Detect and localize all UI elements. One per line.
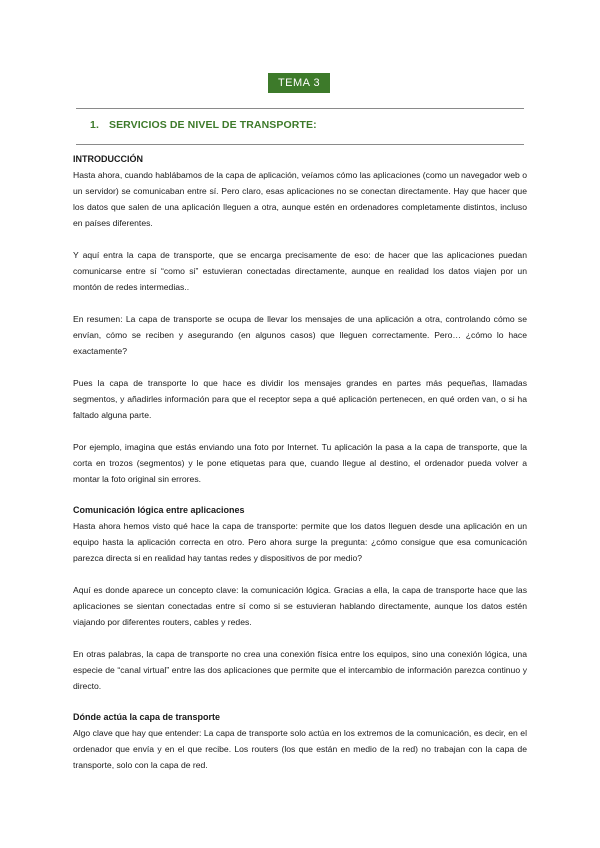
top-divider bbox=[76, 108, 524, 109]
section-number: 1. bbox=[90, 119, 99, 131]
paragraph: Hasta ahora, cuando hablábamos de la capa de aplicación, veíamos cómo las aplicaciones (como un navegador web o un servidor) se comunicaban entre sí. Pero claro, esas aplicaciones no se conectan directamente. Hay que hacer que los datos que salen de una aplicación lleguen a otra, aunque estén en ordenadores completamente distintos, incluso en países diferentes. bbox=[73, 170, 527, 228]
logic-heading: Comunicación lógica entre aplicaciones bbox=[73, 505, 245, 515]
paragraph: En resumen: La capa de transporte se ocupa de llevar los mensajes de una aplicación a otra, controlando cómo se envían, cómo se reciben y asegurando (en algunos casos) que lleguen correctamente. Pero… ¿cómo lo hace exactamente? bbox=[73, 314, 527, 356]
paragraph: Algo clave que hay que entender: La capa de transporte solo actúa en los extremos de la comunicación, es decir, en el ordenador que envía y en el que recibe. Los routers (los que están en medio de la red) no trabajan con la capa de transporte, solo con la capa de red. bbox=[73, 728, 527, 770]
document-body bbox=[73, 152, 527, 789]
paragraph: Por ejemplo, imagina que estás enviando una foto por Internet. Tu aplicación la pasa a la capa de transporte, que la corta en trozos (segmentos) y le pone etiquetas para que, cuando llegue al destino, el ordenador pueda volver a montar la foto original sin errores. bbox=[73, 442, 527, 484]
paragraph: Hasta ahora hemos visto qué hace la capa de transporte: permite que los datos lleguen desde una aplicación en un equipo hasta la aplicación correcta en otro. Pero ahora surge la pregunta: ¿cómo consigue que esa comunicación parezca directa si en realidad hay tantas redes y dispositivos de por medio? bbox=[73, 521, 527, 563]
paragraph: Pues la capa de transporte lo que hace es dividir los mensajes grandes en partes más pequeñas, llamadas segmentos, y añadirles información para que el receptor sepa a qué aplicación pertenecen, en qué orden van, o si ha faltado alguna parte. bbox=[73, 378, 527, 420]
paragraph: Aquí es donde aparece un concepto clave: la comunicación lógica. Gracias a ella, la capa de transporte hace que las aplicaciones se sientan conectadas entre sí como si se estuvieran hablando directamente, aunque los datos estén viajando por diferentes routers, cables y redes. bbox=[73, 585, 527, 627]
intro-heading: INTRODUCCIÓN bbox=[73, 154, 143, 164]
paragraph: Y aquí entra la capa de transporte, que se encarga precisamente de eso: de hacer que las aplicaciones puedan comunicarse entre sí “como si” estuvieran conectadas directamente, aunque en realidad los datos viajen por un montón de redes intermedias.. bbox=[73, 250, 527, 292]
where-heading: Dónde actúa la capa de transporte bbox=[73, 712, 221, 722]
section-title bbox=[90, 119, 317, 131]
paragraph: En otras palabras, la capa de transporte no crea una conexión física entre los equipos, sino una conexión lógica, una especie de “canal virtual” entre las dos aplicaciones que permite que el intercambio de información parezca continuo y directo. bbox=[73, 649, 527, 691]
tema-badge: TEMA 3 bbox=[268, 73, 330, 93]
section-title-text: SERVICIOS DE NIVEL DE TRANSPORTE: bbox=[108, 119, 317, 131]
bottom-divider bbox=[76, 144, 524, 145]
